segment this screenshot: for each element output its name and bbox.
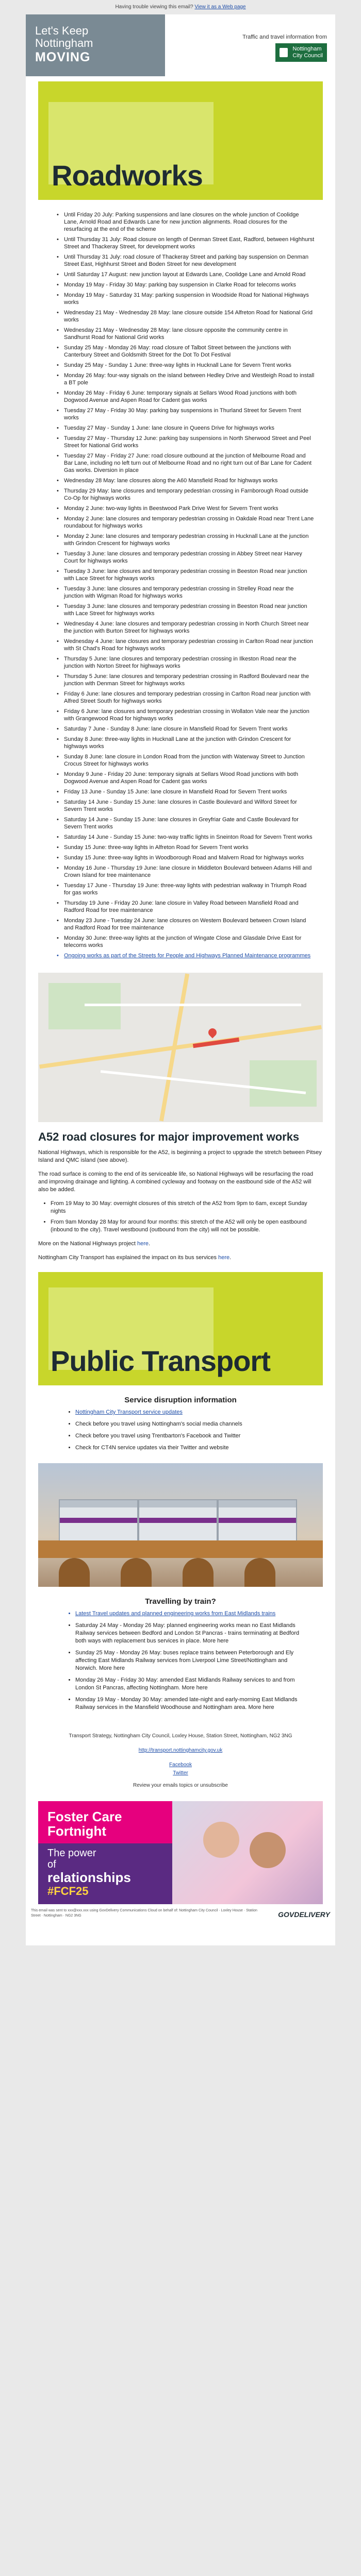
foster-line-2: Fortnight	[47, 1823, 107, 1839]
roadworks-item: • Wednesday 4 June: lane closures and temporary pedestrian crossing in Carlton Road near junction with St Chad's Road for highways works	[57, 638, 315, 652]
map-pin-icon	[207, 1027, 219, 1039]
foster-line-3: The power	[47, 1848, 96, 1859]
logo-line-1: Let's Keep	[35, 24, 89, 37]
roadworks-item: • Sunday 25 May - Sunday 1 June: three-way lights in Hucknall Lane for Severn Trent works	[57, 362, 315, 369]
footer-address: Transport Strategy, Nottingham City Council, Loxley House, Station Street, Nottingham, NG2 3NG	[69, 1733, 292, 1739]
train-update-item: • Monday 19 May - Monday 30 May: amended late-night and early-morning East Midlands Railway services in the Mansfield Woodhouse and Nottingham area. More here	[75, 1696, 309, 1711]
service-update-text[interactable]: Nottingham City Transport service updates	[75, 1409, 183, 1415]
bridge-arch	[183, 1558, 214, 1587]
carriage-stripe	[219, 1518, 296, 1523]
roadworks-item: • Wednesday 28 May: lane closures along the A60 Mansfield Road for highways works	[57, 477, 315, 484]
email-header	[26, 14, 335, 76]
bridge-arch	[244, 1558, 275, 1587]
roadworks-item: • Monday 23 June - Tuesday 24 June: lane closures on Western Boulevard between Crown Island and Radford Road for tree maintenance	[57, 917, 315, 931]
a52-more-text: More on the National Highways project	[38, 1241, 137, 1247]
council-line-1: Nottingham	[292, 46, 322, 52]
roadworks-item: • Tuesday 27 May - Friday 30 May: parking bay suspensions in Thurland Street for Severn Trent works	[57, 407, 315, 421]
carriage-stripe	[60, 1518, 137, 1523]
roadworks-item: • Monday 26 May - Friday 6 June: temporary signals at Sellars Wood Road junctions with both Dogwood Avenue and Aspen Road for Cadent gas works	[57, 389, 315, 404]
roadworks-item: • Saturday 14 June - Sunday 15 June: two-way traffic lights in Sneinton Road for Severn Trent works	[57, 834, 315, 841]
govdelivery-bar	[26, 1904, 335, 1925]
roadworks-item: • Saturday 14 June - Sunday 15 June: lane closures in Castle Boulevard and Wilford Street for Severn Trent works	[57, 799, 315, 813]
a52-article	[38, 1130, 323, 1262]
roadworks-item: • Wednesday 21 May - Wednesday 28 May: lane closure outside 154 Alfreton Road for National Grid works	[57, 309, 315, 324]
roadworks-item: • Thursday 5 June: lane closures and temporary pedestrian crossing in Radford Boulevard near the junction with Denman Street for highways works	[57, 673, 315, 687]
roadworks-item: • Sunday 15 June: three-way lights in Alfreton Road for Severn Trent works	[57, 844, 315, 851]
roadworks-item: • Sunday 25 May - Monday 26 May: road closure of Talbot Street between the junctions with Canterbury Street and Goldsmith Street for the Dot To Dot Festival	[57, 344, 315, 359]
roadworks-title: Roadworks	[52, 159, 203, 192]
roadworks-item: • Tuesday 3 June: lane closures and temporary pedestrian crossing in Beeston Road near junction with Lace Street for highways works	[57, 568, 315, 582]
view-as-web-page-link[interactable]: View it as a Web page	[194, 4, 246, 10]
train-carriage	[138, 1499, 218, 1543]
roadworks-item: • Tuesday 27 May - Thursday 12 June: parking bay suspensions in North Sherwood Street and Peel Street for National Grid works	[57, 435, 315, 449]
roadworks-item: • Friday 13 June - Sunday 15 June: lane closure in Mansfield Road for Severn Trent works	[57, 788, 315, 795]
roadworks-item: • Until Saturday 17 August: new junction layout at Edwards Lane, Coolidge Lane and Arnold Road	[57, 271, 315, 278]
carriage-roof	[219, 1500, 296, 1507]
council-branding	[242, 34, 327, 62]
footer-twitter-link[interactable]: Twitter	[173, 1770, 188, 1776]
roadworks-item: • Tuesday 27 May - Sunday 1 June: lane closure in Queens Drive for highways works	[57, 425, 315, 432]
roadworks-item: • Sunday 8 June: lane closure in London Road from the junction with Waterway Street to Junction Crocus Street for highways works	[57, 753, 315, 768]
council-line-2: City Council	[292, 53, 323, 59]
a52-closure-list	[51, 1200, 323, 1234]
foster-line-1: Foster Care	[47, 1809, 122, 1824]
council-logo	[275, 43, 327, 62]
bridge-arch	[121, 1558, 152, 1587]
train-update-item: • Sunday 25 May - Monday 26 May: buses replace trains between Peterborough and Ely affecting East Midlands Railway services from Liverpool Lime Street/Nottingham and Norwich. More here	[75, 1649, 309, 1672]
lknm-logo	[26, 14, 165, 76]
roadworks-item: • Monday 26 May: four-way signals on the island between Hedley Drive and Westleigh Road to install a BT pole	[57, 372, 315, 386]
a52-more-info: More on the National Highways project here.	[38, 1241, 151, 1247]
logo-line-2: Nottingham	[35, 37, 93, 49]
service-update-item	[75, 1420, 309, 1428]
roadworks-item: • Monday 30 June: three-way lights at the junction of Wingate Close and Glasdale Drive East for telecoms works	[57, 935, 315, 949]
carriage-roof	[139, 1500, 217, 1507]
travelling-by-train-heading: Travelling by train?	[145, 1597, 216, 1606]
roadworks-item: • Until Friday 20 July: Parking suspensions and lane closures on the whole junction of Coolidge Lane, Arnold Road and Edwards Lane for new junction alignments. Road closures for the resurfacing at the end of the scheme	[57, 211, 315, 233]
foster-line-5: relationships	[47, 1870, 131, 1885]
roadworks-item: • Saturday 14 June - Sunday 15 June: lane closures in Greyfriar Gate and Castle Boulevard for Severn Trent works	[57, 816, 315, 831]
foster-strap	[38, 1843, 172, 1904]
roadworks-item: • Monday 2 June: two-way lights in Beestwood Park Drive West for Severn Trent works	[57, 505, 315, 512]
train-carriage	[218, 1499, 297, 1543]
view-online-text: Having trouble viewing this email?	[115, 4, 193, 10]
council-crest-icon	[280, 48, 288, 57]
roadworks-item: • Friday 6 June: lane closures and temporary pedestrian crossing in Carlton Road near junction with Alfred Street South for highways works	[57, 690, 315, 705]
service-disruption-heading: Service disruption information	[124, 1396, 237, 1404]
nct-impact: Nottingham City Transport has explained the impact on its bus services here.	[38, 1255, 232, 1261]
a52-map[interactable]	[38, 973, 323, 1122]
roadworks-item: • Tuesday 3 June: lane closures and temporary pedestrian crossing in Strelley Road near the junction with Wigman Road for highways works	[57, 585, 315, 600]
service-disruption-list	[67, 1409, 309, 1452]
govdelivery-notice: This email was sent to xxx@xxx.xxx using GovDelivery Communications Cloud on behalf of: Nottingham City Council · Loxley House · Station Street · Nottingham · NG2 3NG	[31, 1909, 257, 1918]
bridge-deck	[38, 1540, 323, 1558]
foster-line-4: of	[47, 1859, 56, 1870]
bridge-arch	[59, 1558, 90, 1587]
roadworks-item[interactable]: • Ongoing works as part of the Streets for People and Highways Planned Maintenance programmes	[57, 952, 315, 959]
a52-heading: A52 road closures for major improvement works	[38, 1130, 300, 1143]
roadworks-item: • Wednesday 21 May - Wednesday 28 May: lane closure opposite the community centre in Sandhurst Road for National Grid works	[57, 327, 315, 341]
train-update-item: • Saturday 24 May - Monday 26 May: planned engineering works mean no East Midlands Railway services between Bedford and London St Pancras - trains terminating at Bedford both ways with replacement bus services in place. More here	[75, 1622, 309, 1645]
roadworks-item: • Monday 19 May - Saturday 31 May: parking suspension in Woodside Road for National Highways works	[57, 292, 315, 306]
service-update-text: Check before you travel using Nottingham's social media channels	[75, 1421, 242, 1427]
govdelivery-logo: GOVDELIVERY	[278, 1910, 330, 1919]
roadworks-banner	[38, 81, 323, 200]
map-park-area	[250, 1060, 317, 1107]
email-body	[26, 14, 335, 1945]
a52-closure-item: • From 19 May to 30 May: overnight closures of this stretch of the A52 from 9pm to 6am, except Sunday nights	[51, 1200, 323, 1215]
public-transport-banner	[38, 1272, 323, 1385]
footer-facebook-link[interactable]: Facebook	[169, 1762, 192, 1768]
roadworks-item: • Tuesday 17 June - Thursday 19 June: three-way lights with pedestrian walkway in Triumph Road for gas works	[57, 882, 315, 896]
map-road	[85, 1004, 301, 1006]
nct-impact-link[interactable]: here	[218, 1255, 230, 1261]
foster-hashtag: #FCF25	[47, 1885, 89, 1897]
map-works-section	[193, 1038, 239, 1048]
service-update-item	[75, 1444, 309, 1452]
roadworks-item: • Monday 2 June: lane closures and temporary pedestrian crossing in Hucknall Lane at the junction with Grindon Crescent for highways works	[57, 533, 315, 547]
roadworks-item: • Monday 16 June - Thursday 19 June: lane closure in Middleton Boulevard between Adams Hill and Crown Island for tree maintenance	[57, 865, 315, 879]
service-update-item	[75, 1409, 309, 1416]
service-update-item	[75, 1432, 309, 1440]
public-transport-title: Public Transport	[51, 1345, 270, 1377]
nct-impact-text: Nottingham City Transport has explained the impact on its bus services	[38, 1255, 219, 1261]
roadworks-item: • Wednesday 4 June: lane closures and temporary pedestrian crossing in North Church Street near the junction with Burton Street for highways works	[57, 620, 315, 635]
logo-line-3: MOVING	[35, 50, 91, 64]
service-update-text: Check for CT4N service updates via their Twitter and website	[75, 1445, 229, 1451]
roadworks-item: • Until Thursday 31 July: Road closure on length of Denman Street East, Radford, between Highhurst Street and Thackeray Street, for development works	[57, 236, 315, 250]
tail-spacer	[26, 1925, 335, 1945]
roadworks-item: • Monday 2 June: lane closures and temporary pedestrian crossing in Oakdale Road near Trent Lane roundabout for highways works	[57, 515, 315, 530]
a52-paragraph-2: The road surface is coming to the end of its serviceable life, so National Highways will be resurfacing the road and improving drainage and lighting. A combined cycleway and footway on the eastbound side of the A52 will also be added.	[38, 1171, 314, 1193]
email-footer	[26, 1725, 335, 1797]
carriage-stripe	[139, 1518, 217, 1523]
roadworks-item: • Sunday 8 June: three-way lights in Hucknall Lane at the junction with Grindon Crescent for highways works	[57, 736, 315, 750]
roadworks-item: • Saturday 7 June - Sunday 8 June: lane closure in Mansfield Road for Severn Trent works	[57, 725, 315, 733]
foster-care-banner[interactable]	[38, 1801, 323, 1904]
service-update-text: Check before you travel using Trentbarton's Facebook and Twitter	[75, 1433, 241, 1439]
roadworks-item: • Until Thursday 31 July: road closure of Thackeray Street and parking bay suspension on Denman Street East, Highhurst Street and Boden Street for new development	[57, 253, 315, 268]
roadworks-item: • Thursday 19 June - Friday 20 June: lane closure in Valley Road between Mansfield Road and Radford Road for tree maintenance	[57, 900, 315, 914]
footer-website-link[interactable]: http://transport.nottinghamcity.gov.uk	[138, 1748, 223, 1753]
a52-more-link[interactable]: here	[137, 1241, 149, 1247]
roadworks-item: • Friday 6 June: lane closures and temporary pedestrian crossing in Wollaton Vale near the junction with Grangewood Road for highways works	[57, 708, 315, 722]
footer-unsubscribe-link[interactable]: Review your emails topics or unsubscribe	[133, 1783, 228, 1788]
roadworks-item: • Tuesday 27 May - Friday 27 June: road closure outbound at the junction of Melbourne Road and Bar Lane, including no left turn out of Melbourne Road and no right turn out of Bar Lane for Cadent Gas works. Diversion in place	[57, 452, 315, 474]
roadworks-item: • Monday 19 May - Friday 30 May: parking bay suspension in Clarke Road for telecoms works	[57, 281, 315, 289]
foster-photo	[172, 1801, 323, 1904]
roadworks-item: • Thursday 29 May: lane closures and temporary pedestrian crossing in Farnborough Road outside Co-Op for highways works	[57, 487, 315, 502]
photo-person	[250, 1832, 286, 1868]
roadworks-item: • Tuesday 3 June: lane closures and temporary pedestrian crossing in Beeston Road near junction with Lace Street for highways works	[57, 603, 315, 617]
roadworks-item: • Tuesday 3 June: lane closures and temporary pedestrian crossing in Abbey Street near Harvey Court for highways works	[57, 550, 315, 565]
roadworks-item: • Thursday 5 June: lane closures and temporary pedestrian crossing in Ilkeston Road near the junction with Norton Street for highways works	[57, 655, 315, 670]
header-tagline: Traffic and travel information from	[242, 34, 327, 40]
train-photo	[38, 1463, 323, 1587]
map-park-area	[48, 983, 121, 1029]
train-updates-list	[67, 1610, 309, 1711]
photo-person	[203, 1822, 239, 1858]
train-carriage	[59, 1499, 138, 1543]
a52-paragraph-1: National Highways, which is responsible for the A52, is beginning a project to upgrade the stretch between Pitsey Island and QMC island (see above).	[38, 1149, 322, 1163]
a52-closure-item: • From 9am Monday 28 May for around four months: this stretch of the A52 will only be open eastbound (inbound to the city). Travel westbound (outbound from the city) will not be possible.	[51, 1218, 323, 1234]
roadworks-item: • Sunday 15 June: three-way lights in Woodborough Road and Malvern Road for highways works	[57, 854, 315, 861]
roadworks-item: • Monday 9 June - Friday 20 June: temporary signals at Sellars Wood Road junctions with both Dogwood Avenue and Aspen Road for Cadent gas works	[57, 771, 315, 785]
train-update-item[interactable]: • Latest Travel updates and planned engineering works from East Midlands trains	[75, 1610, 309, 1618]
train-update-item: • Monday 26 May - Friday 30 May: amended East Midlands Railway services to and from London St Pancras, affecting Nottingham. More here	[75, 1676, 309, 1692]
view-online-note	[0, 0, 361, 14]
carriage-roof	[60, 1500, 137, 1507]
roadworks-list	[26, 211, 335, 959]
